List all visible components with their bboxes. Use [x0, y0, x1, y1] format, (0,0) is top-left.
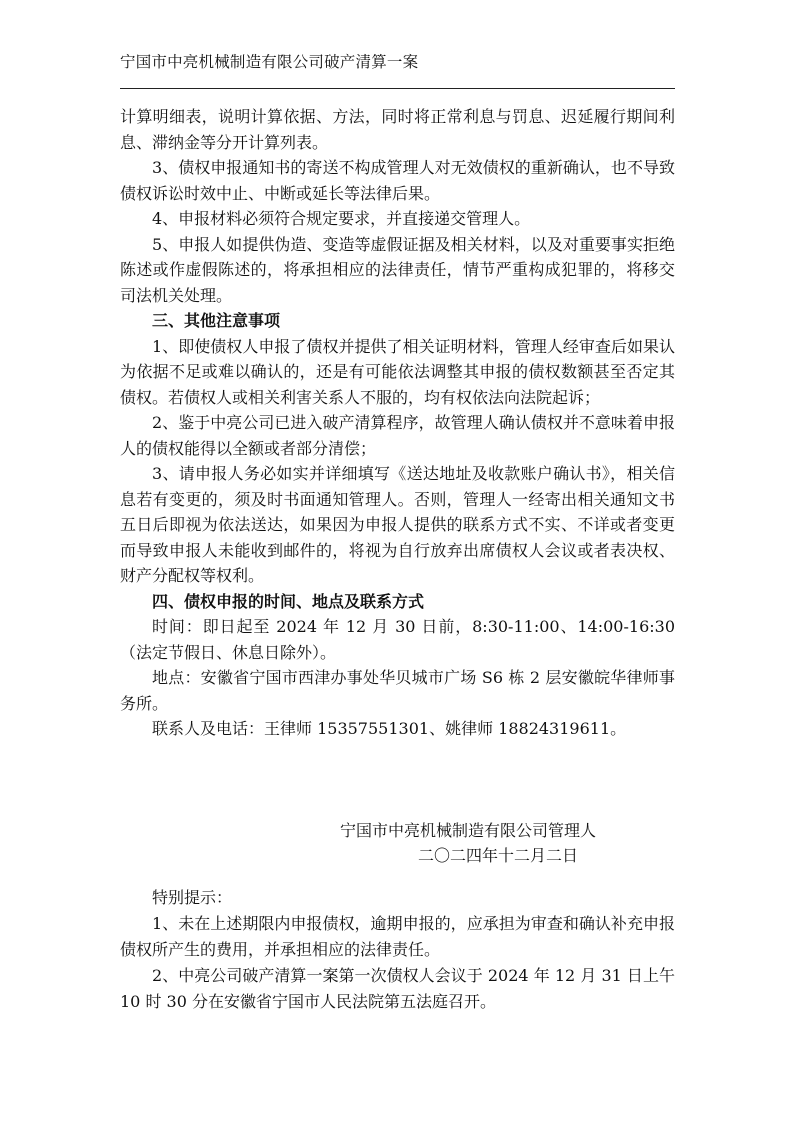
notice-title: 特别提示：	[152, 888, 233, 907]
paragraph-notice-2: 2、鉴于中亮公司已进入破产清算程序，故管理人确认债权并不意味着申报人的债权能得以全额或者部分清偿；	[120, 413, 675, 458]
paragraph-location: 地点：安徽省宁国市西津办事处华贝城市广场 S6 栋 2 层安徽皖华律师事务所。	[120, 668, 675, 713]
paragraph-notice-1: 1、即使债权人申报了债权并提供了相关证明材料，管理人经审查后如果认为依据不足或难以确认的，还是有可能依法调整其申报的债权数额甚至否定其债权。若债权人或相关利害关系人不服的，均有权依法向法院起诉；	[120, 336, 675, 407]
document-body	[120, 104, 675, 742]
signature-date: 二〇二四年十二月二日	[418, 846, 579, 865]
paragraph-calculation: 计算明细表，说明计算依据、方法，同时将正常利息与罚息、迟延履行期间利息、滞纳金等分开计算列表。	[120, 107, 675, 152]
signature-company: 宁国市中亮机械制造有限公司管理人	[340, 821, 597, 840]
notice-item-2: 2、中亮公司破产清算一案第一次债权人会议于 2024 年 12 月 31 日上午 10 时 30 分在安徽省宁国市人民法院第五法庭召开。	[120, 966, 675, 1011]
section-heading-3: 三、其他注意事项	[152, 311, 281, 330]
notice-item-1: 1、未在上述期限内申报债权，逾期申报的，应承担为审查和确认补充申报债权所产生的费用，并承担相应的法律责任。	[120, 914, 675, 959]
paragraph-time: 时间：即日起至 2024 年 12 月 30 日前，8:30-11:00、14:00-16:30（法定节假日、休息日除外）。	[120, 617, 675, 662]
section-heading-4: 四、债权申报的时间、地点及联系方式	[152, 591, 425, 611]
paragraph-contact: 联系人及电话：王律师 15357551301、姚律师 18824319611。	[152, 719, 627, 738]
special-notice	[120, 885, 675, 1015]
header-divider	[120, 88, 675, 89]
paragraph-item-3: 3、债权申报通知书的寄送不构成管理人对无效债权的重新确认，也不导致债权诉讼时效中止、中断或延长等法律后果。	[120, 158, 675, 203]
page-header-title: 宁国市中亮机械制造有限公司破产清算一案	[120, 53, 419, 71]
paragraph-item-4: 4、申报材料必须符合规定要求，并直接递交管理人。	[152, 209, 531, 228]
paragraph-item-5: 5、申报人如提供伪造、变造等虚假证据及相关材料，以及对重要事实拒绝陈述或作虚假陈述的，将承担相应的法律责任，情节严重构成犯罪的，将移交司法机关处理。	[120, 234, 675, 305]
paragraph-notice-3: 3、请申报人务必如实并详细填写《送达地址及收款账户确认书》，相关信息若有变更的，须及时书面通知管理人。否则，管理人一经寄出相关通知文书五日后即视为依法送达，如果因为申报人提供的联系方式不实、不详或者变更而导致申报人未能收到邮件的，将视为自行放弃出席债权人会议或者表决权、财产分配权等权利。	[120, 464, 675, 585]
